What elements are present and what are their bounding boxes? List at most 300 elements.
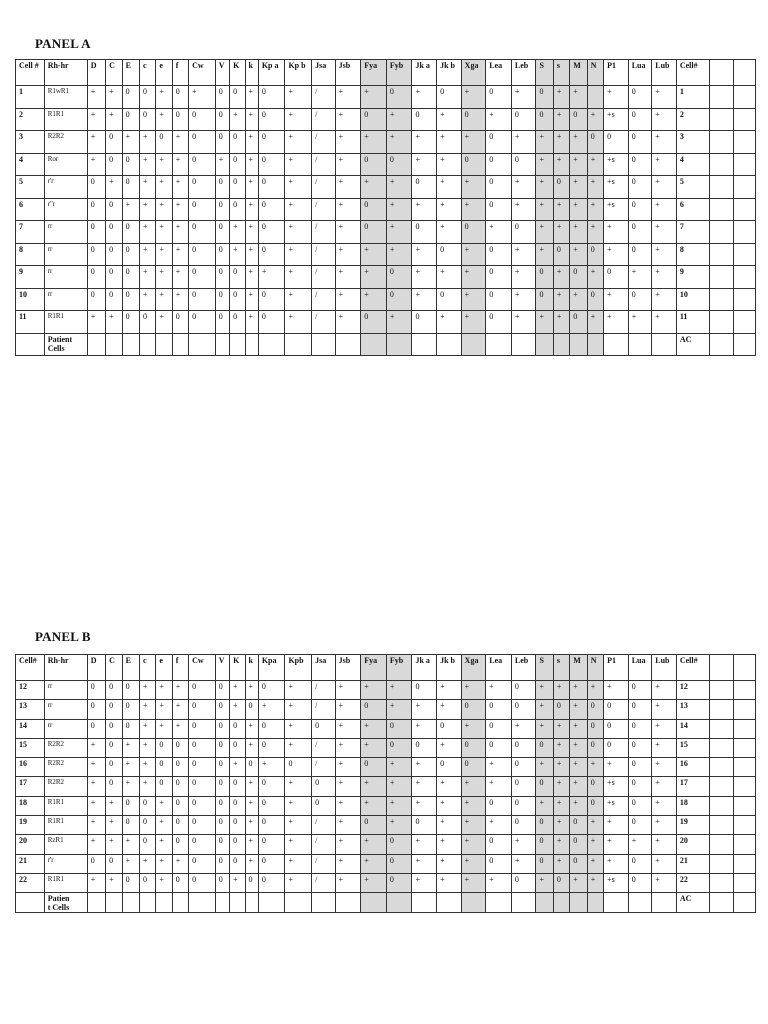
- antigen-value: +: [570, 758, 587, 777]
- antigen-value: +: [486, 108, 512, 131]
- antigen-value: /: [312, 198, 336, 221]
- antigen-value: 0: [87, 700, 105, 719]
- antigen-value: [734, 311, 756, 334]
- table-row: [16, 758, 756, 777]
- rh-hr-value: R2R2: [44, 777, 87, 796]
- antigen-value: [709, 681, 734, 700]
- antigen-value: 0: [106, 131, 122, 154]
- antigen-value: +: [156, 108, 172, 131]
- antigen-value: 0: [189, 176, 216, 199]
- header-cell-30: Cell#: [676, 655, 709, 681]
- antigen-value: +: [536, 758, 553, 777]
- table-row: [16, 243, 756, 266]
- antigen-value: +: [122, 835, 139, 854]
- antigen-value: +: [437, 854, 462, 873]
- antigen-value: +: [587, 873, 603, 892]
- antigen-value: 0: [628, 108, 652, 131]
- antigen-value: +: [139, 681, 155, 700]
- antigen-value: +: [461, 86, 486, 109]
- antigen-value: [709, 176, 734, 199]
- antigen-value: +: [87, 758, 105, 777]
- antigen-value: 14: [676, 719, 709, 738]
- antigen-value: 0: [587, 738, 603, 757]
- header-xga-20: Xga: [461, 655, 486, 681]
- header-fyb-17: Fyb: [386, 60, 412, 86]
- antigen-value: +: [412, 758, 437, 777]
- antigen-value: [734, 719, 756, 738]
- antigen-value: 20: [676, 835, 709, 854]
- antigen-value: 0: [412, 108, 437, 131]
- antigen-value: [734, 176, 756, 199]
- antigen-value: 0: [536, 854, 553, 873]
- antigen-value: 0: [230, 777, 245, 796]
- antigen-value: +: [87, 816, 105, 835]
- antigen-value: +: [652, 176, 677, 199]
- antigen-value: +: [553, 108, 569, 131]
- panel-b-table: [15, 654, 756, 913]
- cell-number: 16: [16, 758, 45, 777]
- antigen-value: [709, 86, 734, 109]
- antigen-value: 0: [628, 758, 652, 777]
- antigen-value: +: [587, 176, 603, 199]
- antigen-value: +: [652, 700, 677, 719]
- antigen-value: 0: [412, 816, 437, 835]
- antigen-value: +: [587, 835, 603, 854]
- antigen-value: 0: [437, 719, 462, 738]
- antigen-value: +: [553, 266, 569, 289]
- antigen-value: +: [139, 266, 155, 289]
- antigen-value: +: [335, 198, 361, 221]
- antigen-value: 11: [676, 311, 709, 334]
- antigen-value: +: [139, 243, 155, 266]
- antigen-value: 0: [106, 288, 122, 311]
- antigen-value: +: [361, 86, 387, 109]
- header-fya-16: Fya: [361, 60, 387, 86]
- antigen-value: 0: [139, 835, 155, 854]
- antigen-value: +: [604, 243, 629, 266]
- header-kpa-12: Kpa: [258, 655, 285, 681]
- patient-result-cell: [172, 893, 188, 913]
- antigen-value: +: [437, 153, 462, 176]
- antigen-value: 0: [189, 221, 216, 244]
- antigen-value: +: [437, 266, 462, 289]
- antigen-value: +: [156, 221, 172, 244]
- antigen-value: +: [412, 243, 437, 266]
- header-f-7: f: [172, 655, 188, 681]
- table-row: [16, 816, 756, 835]
- antigen-value: 0: [156, 738, 172, 757]
- antigen-value: +: [570, 719, 587, 738]
- antigen-value: +: [652, 816, 677, 835]
- header-c-5: c: [139, 655, 155, 681]
- antigen-value: 0: [258, 854, 285, 873]
- antigen-value: 0: [189, 311, 216, 334]
- antigen-value: +: [511, 835, 536, 854]
- antigen-value: +: [285, 700, 312, 719]
- antigen-value: +: [461, 854, 486, 873]
- patient-result-cell: [486, 893, 512, 913]
- antigen-value: +: [335, 176, 361, 199]
- antigen-value: +: [570, 738, 587, 757]
- antigen-value: 0: [486, 243, 512, 266]
- antigen-value: 0: [215, 873, 229, 892]
- antigen-value: 0: [258, 288, 285, 311]
- antigen-value: 10: [676, 288, 709, 311]
- antigen-value: 19: [676, 816, 709, 835]
- antigen-value: 0: [553, 873, 569, 892]
- antigen-value: 0: [156, 777, 172, 796]
- antigen-value: 0: [628, 176, 652, 199]
- antigen-value: 0: [361, 198, 387, 221]
- patient-result-cell: [312, 333, 336, 355]
- antigen-value: +: [652, 873, 677, 892]
- antigen-value: +: [122, 198, 139, 221]
- antigen-value: 0: [461, 153, 486, 176]
- table-row: [16, 873, 756, 892]
- antigen-value: +: [486, 681, 512, 700]
- table-row: [16, 131, 756, 154]
- antigen-value: +: [536, 681, 553, 700]
- antigen-value: +: [461, 816, 486, 835]
- antigen-value: +: [122, 777, 139, 796]
- antigen-value: 0: [122, 719, 139, 738]
- antigen-value: +: [230, 221, 245, 244]
- antigen-value: 0: [258, 835, 285, 854]
- antigen-value: 8: [676, 243, 709, 266]
- antigen-value: 0: [511, 777, 536, 796]
- header-e-4: E: [122, 655, 139, 681]
- antigen-value: 3: [676, 131, 709, 154]
- antigen-value: 0: [486, 131, 512, 154]
- antigen-value: 0: [122, 86, 139, 109]
- antigen-value: +: [553, 153, 569, 176]
- antigen-value: +: [361, 266, 387, 289]
- antigen-value: +: [245, 221, 258, 244]
- header-kpb-13: Kpb: [285, 655, 312, 681]
- header-k-11: k: [245, 60, 258, 86]
- antigen-value: +: [652, 758, 677, 777]
- antigen-value: 0: [258, 796, 285, 815]
- header-m-25: M: [570, 60, 587, 86]
- antigen-value: 0: [122, 288, 139, 311]
- antigen-value: 0: [628, 854, 652, 873]
- antigen-value: [734, 153, 756, 176]
- antigen-value: +: [437, 738, 462, 757]
- antigen-value: 0: [461, 108, 486, 131]
- antigen-value: 0: [486, 835, 512, 854]
- patient-result-cell: [553, 893, 569, 913]
- antigen-value: +s: [604, 796, 629, 815]
- antigen-value: 0: [486, 176, 512, 199]
- antigen-value: 0: [570, 854, 587, 873]
- antigen-value: +: [437, 108, 462, 131]
- antigen-value: +: [587, 854, 603, 873]
- antigen-value: +: [604, 221, 629, 244]
- antigen-value: 0: [87, 719, 105, 738]
- header-fyb-17: Fyb: [386, 655, 412, 681]
- antigen-value: 0: [312, 796, 336, 815]
- antigen-value: +: [361, 131, 387, 154]
- antigen-value: +: [511, 86, 536, 109]
- antigen-value: 0: [189, 816, 216, 835]
- antigen-value: +: [285, 221, 312, 244]
- patient-result-cell: [553, 333, 569, 355]
- antigen-value: 0: [122, 681, 139, 700]
- antigen-value: +: [87, 153, 105, 176]
- antigen-value: 0: [628, 221, 652, 244]
- antigen-value: [734, 243, 756, 266]
- header-jsa-14: Jsa: [312, 60, 336, 86]
- antigen-value: 0: [215, 758, 229, 777]
- antigen-value: +: [245, 86, 258, 109]
- rh-hr-value: R1R1: [44, 873, 87, 892]
- antigen-value: +: [461, 873, 486, 892]
- antigen-value: 0: [361, 108, 387, 131]
- antigen-value: +: [335, 758, 361, 777]
- antigen-value: +: [386, 311, 412, 334]
- antigen-value: 0: [587, 288, 603, 311]
- antigen-value: /: [312, 873, 336, 892]
- antigen-value: +: [511, 176, 536, 199]
- antigen-value: +: [386, 198, 412, 221]
- antigen-value: 0: [412, 221, 437, 244]
- antigen-value: +: [230, 681, 245, 700]
- antigen-value: [734, 681, 756, 700]
- antigen-value: +: [361, 835, 387, 854]
- antigen-value: +: [386, 108, 412, 131]
- antigen-value: 0: [628, 681, 652, 700]
- antigen-value: +: [285, 153, 312, 176]
- antigen-value: 9: [676, 266, 709, 289]
- antigen-value: +: [628, 266, 652, 289]
- antigen-value: +: [156, 176, 172, 199]
- header-lea-21: Lea: [486, 655, 512, 681]
- antigen-value: +: [461, 176, 486, 199]
- antigen-value: 0: [628, 198, 652, 221]
- antigen-value: 0: [604, 266, 629, 289]
- antigen-value: [709, 796, 734, 815]
- antigen-value: 0: [189, 681, 216, 700]
- patient-result-cell: [189, 893, 216, 913]
- antigen-value: 0: [122, 816, 139, 835]
- antigen-value: 0: [437, 86, 462, 109]
- antigen-value: 0: [122, 221, 139, 244]
- antigen-value: [587, 86, 603, 109]
- antigen-value: +: [553, 719, 569, 738]
- autocontrol-label: AC: [676, 333, 709, 355]
- rh-hr-value: r"r: [44, 198, 87, 221]
- patient-result-cell: [87, 893, 105, 913]
- antigen-value: [734, 288, 756, 311]
- header-blank-32: [734, 60, 756, 86]
- antigen-value: +: [156, 873, 172, 892]
- cell-number: 20: [16, 835, 45, 854]
- antigen-value: 0: [587, 719, 603, 738]
- antigen-value: +: [536, 131, 553, 154]
- cell-number: 12: [16, 681, 45, 700]
- antigen-value: +: [461, 266, 486, 289]
- antigen-value: +: [386, 243, 412, 266]
- cell-number: 9: [16, 266, 45, 289]
- antigen-value: +: [258, 758, 285, 777]
- antigen-value: 0: [230, 311, 245, 334]
- antigen-value: +: [106, 108, 122, 131]
- antigen-value: +: [553, 221, 569, 244]
- antigen-value: +: [536, 221, 553, 244]
- antigen-value: 0: [312, 719, 336, 738]
- antigen-value: 0: [172, 816, 188, 835]
- antigen-value: 0: [511, 221, 536, 244]
- antigen-value: [734, 266, 756, 289]
- antigen-value: +: [652, 243, 677, 266]
- rh-hr-value: RzR1: [44, 835, 87, 854]
- antigen-value: 0: [215, 176, 229, 199]
- antigen-value: +: [87, 796, 105, 815]
- antigen-value: +: [172, 681, 188, 700]
- antigen-value: [734, 738, 756, 757]
- antigen-value: +: [437, 835, 462, 854]
- antigen-value: +: [652, 288, 677, 311]
- antigen-value: +: [106, 796, 122, 815]
- antigen-value: +: [386, 700, 412, 719]
- antigen-value: +: [437, 221, 462, 244]
- antigen-value: +: [230, 243, 245, 266]
- antigen-value: 0: [628, 131, 652, 154]
- antigen-value: 0: [437, 288, 462, 311]
- antigen-value: 0: [139, 311, 155, 334]
- antigen-value: +: [587, 108, 603, 131]
- header-e-6: e: [156, 655, 172, 681]
- antigen-value: 0: [312, 777, 336, 796]
- antigen-value: +: [412, 153, 437, 176]
- antigen-value: 0: [628, 777, 652, 796]
- antigen-value: +: [511, 854, 536, 873]
- autocontrol-label: AC: [676, 893, 709, 913]
- antigen-value: 0: [258, 719, 285, 738]
- antigen-value: +: [536, 700, 553, 719]
- antigen-value: /: [312, 816, 336, 835]
- antigen-value: +: [386, 221, 412, 244]
- header-e-6: e: [156, 60, 172, 86]
- antigen-value: +: [87, 311, 105, 334]
- cell-number: 5: [16, 176, 45, 199]
- antigen-value: 0: [258, 738, 285, 757]
- antigen-value: 6: [676, 198, 709, 221]
- antigen-value: 0: [215, 835, 229, 854]
- antigen-value: +: [461, 719, 486, 738]
- header-blank-31: [709, 655, 734, 681]
- antigen-value: [709, 198, 734, 221]
- antigen-value: 21: [676, 854, 709, 873]
- antigen-value: 0: [122, 176, 139, 199]
- antigen-value: +: [604, 816, 629, 835]
- antigen-value: +: [412, 777, 437, 796]
- antigen-value: +: [335, 854, 361, 873]
- antigen-value: +: [437, 816, 462, 835]
- antigen-value: +: [106, 86, 122, 109]
- panel-b-header-row: [16, 655, 756, 681]
- header-jsa-14: Jsa: [312, 655, 336, 681]
- antigen-value: +: [587, 816, 603, 835]
- header-cell-0: Cell#: [16, 655, 45, 681]
- table-row: [16, 266, 756, 289]
- antigen-value: 0: [106, 153, 122, 176]
- antigen-value: 0: [172, 873, 188, 892]
- antigen-value: 0: [172, 738, 188, 757]
- antigen-value: +: [361, 288, 387, 311]
- antigen-value: 0: [189, 131, 216, 154]
- antigen-value: 0: [461, 758, 486, 777]
- rh-hr-value: r'r: [44, 176, 87, 199]
- antigen-value: +s: [604, 777, 629, 796]
- header-lub-29: Lub: [652, 655, 677, 681]
- antigen-value: 0: [536, 816, 553, 835]
- antigen-value: 0: [215, 311, 229, 334]
- header-jk-b-19: Jk b: [437, 60, 462, 86]
- antigen-value: 0: [386, 873, 412, 892]
- antigen-value: 0: [189, 288, 216, 311]
- patient-result-cell: [189, 333, 216, 355]
- antigen-value: +: [258, 266, 285, 289]
- antigen-value: +: [285, 288, 312, 311]
- rh-hr-value: R2R2: [44, 758, 87, 777]
- antigen-value: +: [335, 873, 361, 892]
- antigen-value: [709, 266, 734, 289]
- antigen-value: [734, 700, 756, 719]
- antigen-value: +: [553, 796, 569, 815]
- antigen-value: +: [245, 796, 258, 815]
- antigen-value: +: [335, 86, 361, 109]
- antigen-value: +: [156, 198, 172, 221]
- antigen-value: 0: [461, 221, 486, 244]
- antigen-value: 0: [486, 738, 512, 757]
- patient-result-cell: [258, 893, 285, 913]
- antigen-value: 0: [628, 288, 652, 311]
- antigen-value: [709, 873, 734, 892]
- antigen-value: +: [285, 835, 312, 854]
- patient-result-cell: [587, 893, 603, 913]
- antigen-value: +: [652, 719, 677, 738]
- antigen-value: 7: [676, 221, 709, 244]
- antigen-value: 0: [230, 266, 245, 289]
- antigen-value: 0: [386, 288, 412, 311]
- antigen-value: [734, 854, 756, 873]
- header-blank-31: [709, 60, 734, 86]
- antigen-value: 0: [172, 108, 188, 131]
- antigen-value: +: [258, 700, 285, 719]
- table-row: [16, 153, 756, 176]
- antigen-value: +: [604, 681, 629, 700]
- antigen-value: +: [285, 131, 312, 154]
- antigen-value: +: [156, 835, 172, 854]
- antigen-value: 0: [215, 86, 229, 109]
- antigen-value: 0: [536, 266, 553, 289]
- antigen-value: 0: [361, 758, 387, 777]
- antigen-value: 0: [215, 719, 229, 738]
- antigen-value: [734, 198, 756, 221]
- antigen-value: +: [361, 681, 387, 700]
- antigen-value: +: [335, 681, 361, 700]
- antigen-value: 0: [230, 816, 245, 835]
- antigen-value: +: [553, 131, 569, 154]
- patient-result-cell: [652, 893, 677, 913]
- antigen-value: 0: [230, 131, 245, 154]
- antigen-value: 0: [230, 796, 245, 815]
- antigen-value: +: [139, 758, 155, 777]
- antigen-value: 0: [486, 796, 512, 815]
- antigen-value: +: [87, 835, 105, 854]
- antigen-value: +: [461, 131, 486, 154]
